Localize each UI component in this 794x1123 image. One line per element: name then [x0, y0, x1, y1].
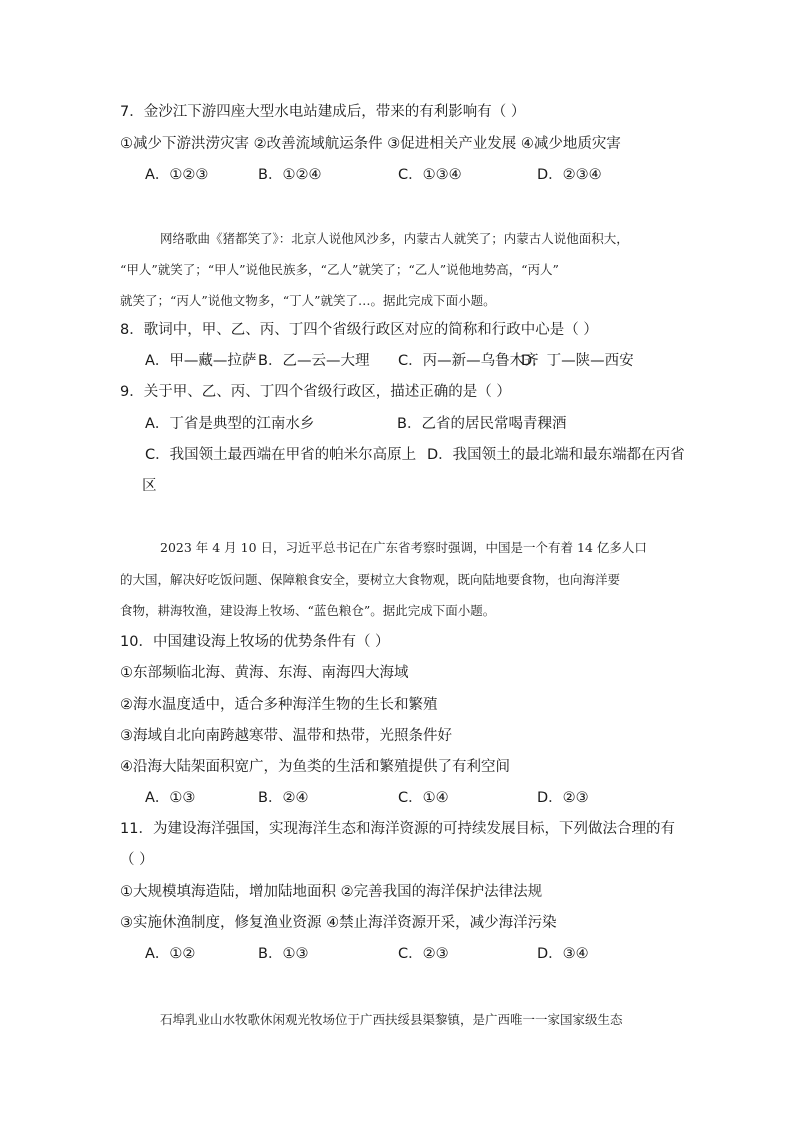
- q8-option-b: B．乙—云—大理: [258, 353, 370, 369]
- material1-line-2: “甲人”就笑了；“甲人”说他民族多，“乙人”就笑了；“乙人”说他地势高，“丙人”: [120, 262, 559, 277]
- q10-option-c: C．①④: [398, 790, 449, 806]
- material2-line-3: 食物，耕海牧渔，建设海上牧场、“蓝色粮仓”。据此完成下面小题。: [120, 603, 496, 618]
- q11-items-row-1: ①大规模填海造陆，增加陆地面积 ②完善我国的海洋保护法律法规: [120, 884, 543, 900]
- q10-stem: 10．中国建设海上牧场的优势条件有（ ）: [120, 634, 390, 650]
- q8-option-a: A．甲—藏—拉萨: [145, 353, 257, 369]
- q8-option-c: C．丙—新—乌鲁木齐: [398, 353, 539, 369]
- q7-option-b: B．①②④: [258, 167, 322, 183]
- material1-line-3: 就笑了；“丙人”说他文物多，“丁人”就笑了…。据此完成下面小题。: [120, 293, 496, 308]
- q8-option-d: D．丁—陕—西安: [521, 353, 634, 369]
- q9-option-d: D．我国领土的最北端和最东端都在丙省: [427, 447, 685, 463]
- material2-line-1: 2023 年 4 月 10 日，习近平总书记在广东省考察时强调，中国是一个有着 14 亿多人口: [160, 540, 647, 555]
- q9-option-a: A．丁省是典型的江南水乡: [145, 416, 315, 432]
- q10-option-b: B．②④: [258, 790, 309, 806]
- q10-option-a: A．①③: [145, 790, 196, 806]
- q11-option-b: B．①③: [258, 946, 309, 962]
- q11-stem-wrap: （ ）: [120, 852, 154, 868]
- q11-stem: 11．为建设海洋强国，实现海洋生态和海洋资源的可持续发展目标，下列做法合理的有: [120, 821, 675, 837]
- q11-items-row-2: ③实施休渔制度，修复渔业资源 ④禁止海洋资源开采，减少海洋污染: [120, 915, 557, 931]
- q7-option-c: C．①③④: [398, 167, 462, 183]
- q7-option-a: A．①②③: [145, 167, 209, 183]
- material2-line-2: 的大国，解决好吃饭问题、保障粮食安全，要树立大食物观，既向陆地要食物，也向海洋要: [120, 572, 621, 587]
- q10-option-d: D．②③: [537, 790, 589, 806]
- q10-item-3: ③海域自北向南跨越寒带、温带和热带，光照条件好: [120, 728, 452, 744]
- q7-items: ①减少下游洪涝灾害 ②改善流域航运条件 ③促进相关产业发展 ④减少地质灾害: [120, 136, 621, 152]
- q9-option-d-wrap: 区: [142, 478, 157, 494]
- q9-option-c: C．我国领土最西端在甲省的帕米尔高原上: [145, 447, 417, 463]
- q9-option-b: B．乙省的居民常喝青稞酒: [397, 416, 567, 432]
- q11-option-d: D．③④: [537, 946, 589, 962]
- material1-line-1: 网络歌曲《猪都笑了》：北京人说他风沙多，内蒙古人就笑了；内蒙古人说他面积大，: [160, 231, 629, 246]
- q7-stem: 7．金沙江下游四座大型水电站建成后，带来的有利影响有（ ）: [120, 104, 526, 120]
- material3-line-1: 石埠乳业山水牧歌休闲观光牧场位于广西扶绥县渠黎镇，是广西唯一一家国家级生态: [160, 1012, 623, 1027]
- q10-item-1: ①东部频临北海、黄海、东海、南海四大海域: [120, 665, 409, 681]
- q10-item-2: ②海水温度适中，适合多种海洋生物的生长和繁殖: [120, 697, 438, 713]
- q8-stem: 8．歌词中，甲、乙、丙、丁四个省级行政区对应的简称和行政中心是（ ）: [120, 322, 598, 338]
- q9-stem: 9．关于甲、乙、丙、丁四个省级行政区，描述正确的是（ ）: [120, 384, 511, 400]
- q7-option-d: D．②③④: [537, 167, 602, 183]
- q11-option-a: A．①②: [145, 946, 196, 962]
- q10-item-4: ④沿海大陆架面积宽广，为鱼类的生活和繁殖提供了有利空间: [120, 759, 510, 775]
- q11-option-c: C．②③: [398, 946, 449, 962]
